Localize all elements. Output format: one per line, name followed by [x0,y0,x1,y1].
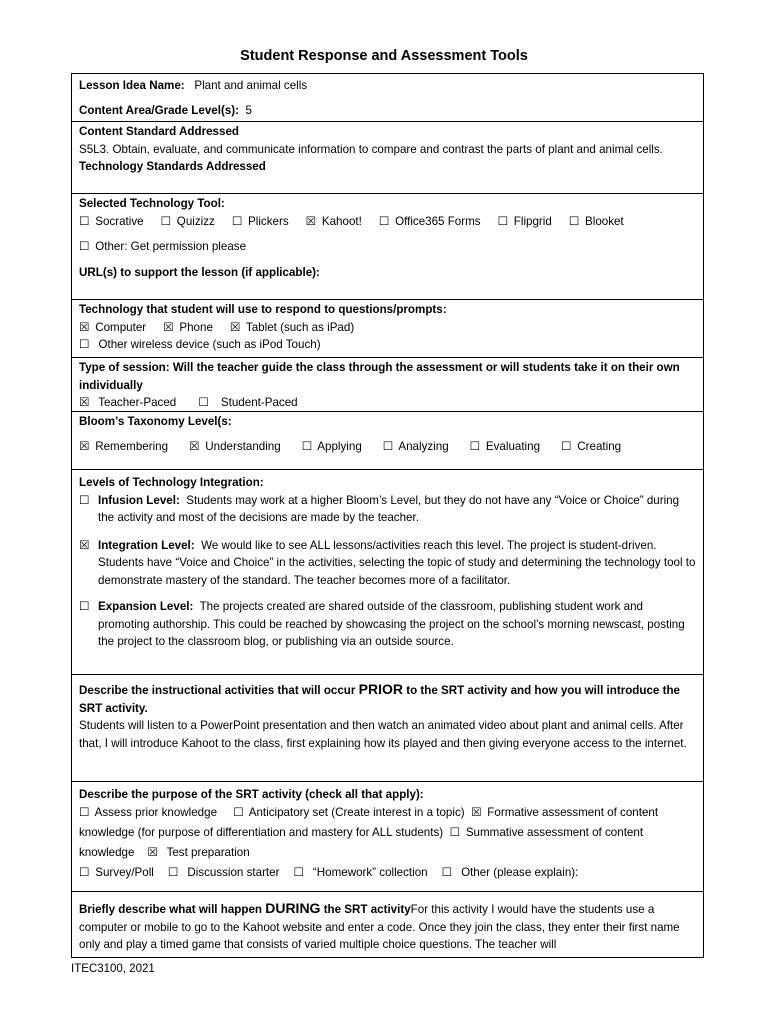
checkbox-icon[interactable]: ☒ [189,439,200,453]
grade-value: 5 [245,103,252,117]
device-option-other[interactable]: ☐ Other wireless device (such as iPod Touch) [79,336,696,354]
bloom-option-evaluating[interactable]: ☐ Evaluating [470,438,540,456]
bloom-heading: Bloom’s Taxonomy Level(s: [79,415,232,428]
tool-option-office365-forms[interactable]: ☐ Office365 Forms [379,213,481,231]
checkbox-icon[interactable]: ☐ [79,493,90,507]
checkbox-icon[interactable]: ☐ [382,439,394,453]
lesson-name-value: Plant and animal cells [194,79,308,92]
checkbox-icon[interactable]: ☐ [233,806,244,819]
checkbox-icon[interactable]: ☐ [79,338,90,351]
purpose-section [72,781,703,891]
bloom-option-remembering[interactable]: ☒ Remembering [79,438,168,456]
bloom-option-applying[interactable]: ☐ Applying [302,438,362,456]
assessment-form [71,73,704,958]
checkbox-icon[interactable]: ☐ [497,214,508,228]
tool-option-plickers[interactable]: ☐ Plickers [232,213,289,231]
device-option-phone[interactable]: ☒ Phone [163,319,213,337]
purpose-heading: Describe the purpose of the SRT activity (check all that apply): [79,788,424,801]
devices-heading: Technology that student will use to respond to questions/prompts: [79,303,447,316]
checkbox-icon[interactable]: ☒ [79,396,90,409]
checkbox-icon[interactable]: ☐ [441,866,453,879]
checkbox-icon[interactable]: ☐ [79,806,90,819]
url-label: URL(s) to support the lesson (if applicable): [79,265,320,279]
session-option-student-paced[interactable]: ☐ Student-Paced [198,394,297,411]
expansion-level-option[interactable]: ☐ Expansion Level: The projects created are shared outside of the classroom, publishing student work and promoting authorship. This could be reached by showcasing the project on the school’s morning newscast, posting the project to the classroom blog, or publishing via an outside source. [79,598,696,651]
bloom-option-creating[interactable]: ☐ Creating [561,438,621,456]
checkbox-icon[interactable]: ☒ [229,320,241,334]
checkbox-icon[interactable]: ☐ [231,214,243,228]
tool-option-flipgrid[interactable]: ☐ Flipgrid [498,213,552,231]
checkbox-icon[interactable]: ☐ [160,214,171,228]
checkbox-icon[interactable]: ☐ [301,439,313,453]
checkbox-icon[interactable]: ☒ [79,439,90,453]
grade-label: Content Area/Grade Level(s): [79,103,239,117]
during-section [72,891,703,957]
purpose-option-formative[interactable]: ☒ Formative assessment of content knowledge (for purpose of differentiation and mastery for ALL students) [79,806,658,839]
checkbox-icon[interactable]: ☐ [568,214,580,228]
content-standard-text: S5L3. Obtain, evaluate, and communicate information to compare and contrast the parts of plant and animal cells. [79,142,663,156]
purpose-option-homework[interactable]: ☐ “Homework” collection [293,863,427,883]
checkbox-icon[interactable]: ☐ [79,240,90,253]
device-option-computer[interactable]: ☒ Computer [79,319,146,337]
page-footer: ITEC3100, 2021 [71,963,155,975]
purpose-options [79,803,696,863]
tool-heading: Selected Technology Tool: [79,197,225,210]
checkbox-icon[interactable]: ☐ [449,826,460,839]
purpose-option-summative[interactable]: ☐ Summative assessment of content knowledge [79,826,643,859]
purpose-option-test-prep[interactable]: ☒ Test preparation [147,846,249,859]
checkbox-icon[interactable]: ☐ [79,866,90,879]
checkbox-icon[interactable]: ☐ [79,214,90,228]
page-title: Student Response and Assessment Tools [240,48,528,64]
checkbox-icon[interactable]: ☒ [79,320,90,334]
lesson-section [72,74,703,121]
prior-heading: Describe the instructional activities that will occur PRIOR to the SRT activity and how you will introduce the SRT activity. [79,681,680,715]
session-section [72,357,703,411]
tech-standard-heading: Technology Standards Addressed [79,160,266,173]
session-heading: Type of session: Will the teacher guide the class through the assessment or will students take it on their own individually [79,361,680,392]
tool-section [72,193,703,299]
checkbox-icon[interactable]: ☒ [305,214,317,228]
integration-heading: Levels of Technology Integration: [79,476,264,489]
purpose-option-other[interactable]: ☐ Other (please explain): [442,863,579,883]
tool-option-blooket[interactable]: ☐ Blooket [569,213,624,231]
checkbox-icon[interactable]: ☒ [163,320,174,334]
checkbox-icon[interactable]: ☐ [561,439,572,453]
tool-options [79,213,696,231]
checkbox-icon[interactable]: ☐ [79,600,90,613]
checkbox-icon[interactable]: ☐ [293,866,304,879]
tool-option-kahoot[interactable]: ☒ Kahoot! [306,213,362,231]
checkbox-icon[interactable]: ☐ [167,866,179,879]
checkbox-icon[interactable]: ☒ [471,806,482,819]
prior-text: Students will listen to a PowerPoint presentation and then watch an animated video about plant and animal cells. After that, I will introduce Kahoot to the class, first explaining how its played and then giving everyone access to the internet. [79,719,687,750]
devices-section [72,299,703,357]
prior-section [72,674,703,781]
standards-section [72,121,703,193]
tool-option-socrative[interactable]: ☐ Socrative [79,213,144,231]
purpose-option-survey[interactable]: ☐ Survey/Poll [79,863,154,883]
integration-section [72,469,703,674]
checkbox-icon[interactable]: ☐ [378,214,390,228]
infusion-level-option[interactable]: ☐ Infusion Level: Students may work at a higher Bloom’s Level, but they do not have any “Voice or Choice” during the activity and most of the decisions are made by the teacher. [79,492,696,527]
checkbox-icon[interactable]: ☒ [79,538,90,552]
checkbox-icon[interactable]: ☐ [198,396,209,409]
checkbox-icon[interactable]: ☐ [469,439,481,453]
during-text: Briefly describe what will happen DURING the SRT activityFor this activity I would have the students use a computer or mobile to go to the Kahoot website and enter a code. Once they join the class, they enter their first name only and play a timed game that consists of varied multiple choice questions. The teacher will [79,900,680,951]
device-option-tablet[interactable]: ☒ Tablet (such as iPad) [230,319,354,337]
purpose-option-discussion[interactable]: ☐ Discussion starter [168,863,280,883]
purpose-option-anticipatory[interactable]: ☐ Anticipatory set (Create interest in a topic) [233,806,464,819]
bloom-option-analyzing[interactable]: ☐ Analyzing [383,438,449,456]
bloom-section [72,411,703,469]
session-option-teacher-paced[interactable]: ☒ Teacher-Paced [79,394,176,411]
tool-other-option[interactable]: ☐ Other: Get permission please [79,238,696,256]
checkbox-icon[interactable]: ☒ [147,846,158,859]
purpose-option-assess[interactable]: ☐ Assess prior knowledge [79,806,217,819]
integration-level-option[interactable]: ☒ Integration Level: We would like to see ALL lessons/activities reach this level. The project is student-driven. Students have “Voice and Choice” in the activities, selecting the topic of study and determining the technology tool to demonstrate mastery of the standard. The teacher becomes more of a facilitator. [79,537,696,590]
lesson-name-label: Lesson Idea Name: [79,79,185,92]
bloom-option-understanding[interactable]: ☒ Understanding [189,438,281,456]
content-standard-heading: Content Standard Addressed [79,125,239,138]
tool-option-quizizz[interactable]: ☐ Quizizz [161,213,215,231]
